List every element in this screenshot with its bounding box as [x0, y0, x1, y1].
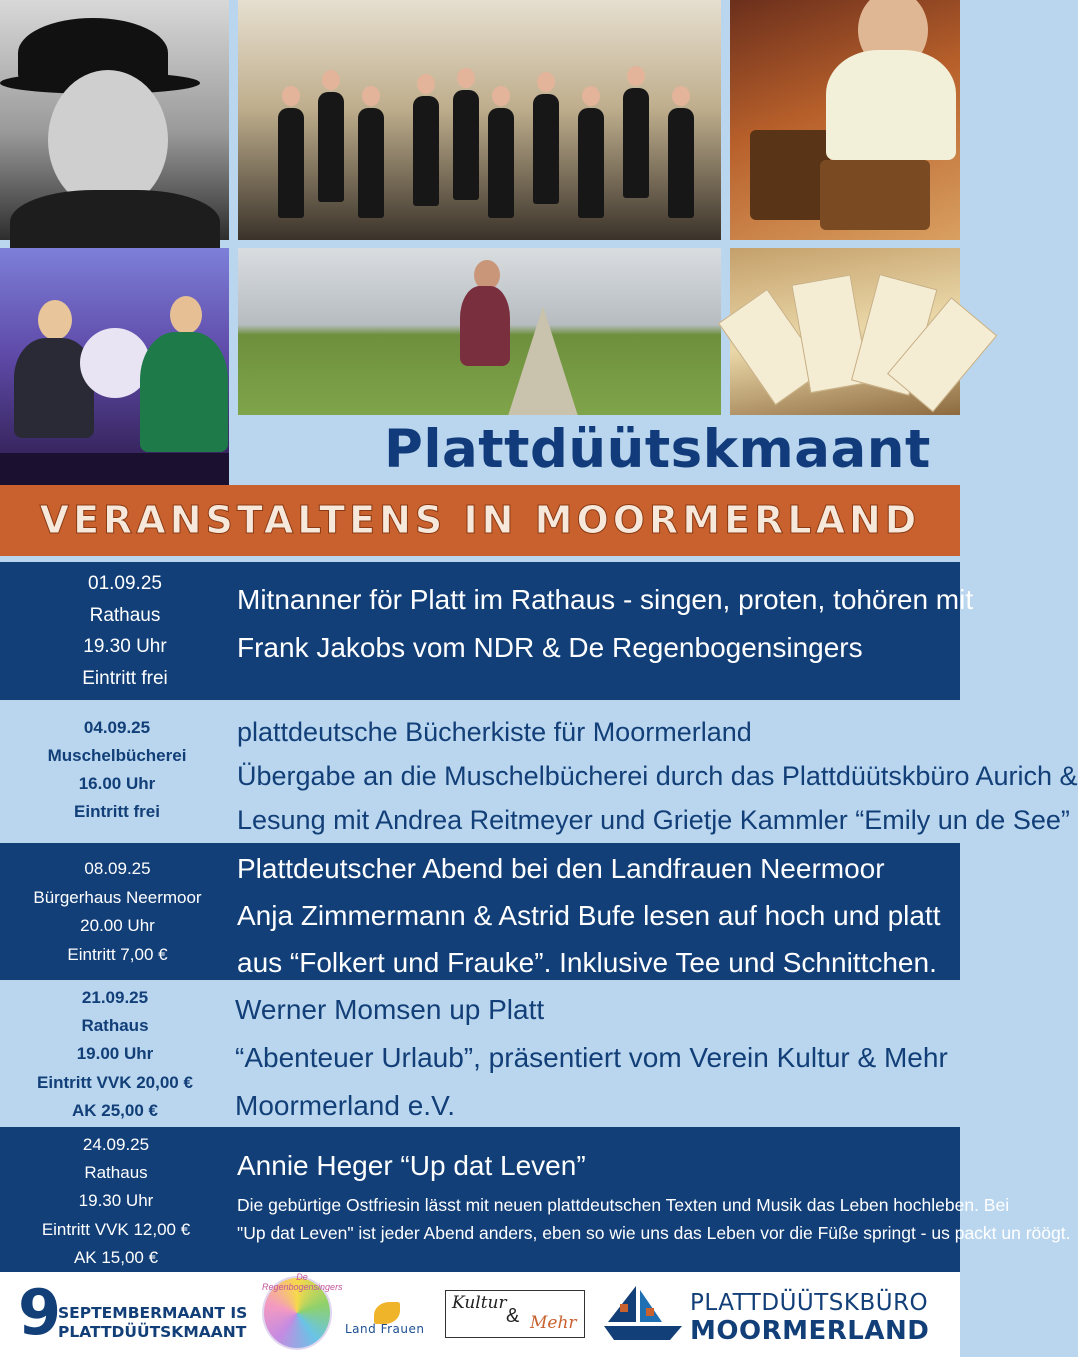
event-date: 21.09.25	[81, 988, 149, 1007]
event-line: Mitnanner för Platt im Rathaus - singen, proten, tohören mit	[237, 584, 974, 615]
event-headline: Annie Heger “Up dat Leven”	[237, 1150, 586, 1181]
event-row	[0, 980, 960, 1127]
bureau-wordmark: PLATTDÜÜTSKBÜRO	[690, 1290, 929, 1316]
suitcase-shape	[820, 160, 930, 230]
stage-floor-shape	[0, 453, 229, 485]
event-location: Rathaus	[81, 1016, 149, 1036]
reader-head-shape	[38, 300, 72, 340]
event-date: 08.09.25	[84, 859, 151, 878]
suitcase-shape	[750, 130, 830, 220]
event-price-door: AK 25,00 €	[72, 1100, 158, 1120]
event-time: 19.00 Uhr	[76, 1044, 154, 1064]
event-description	[237, 845, 941, 986]
page-title: Plattdüütskmaant	[384, 419, 931, 480]
landfrauen-logo: Land Frauen	[345, 1322, 425, 1336]
event-details	[30, 984, 200, 1125]
photo-performer-portrait	[0, 0, 229, 240]
event-time: 16.00 Uhr	[78, 774, 156, 793]
event-description	[237, 1141, 1070, 1247]
puppet-shirt-shape	[826, 50, 956, 160]
path-shape	[508, 306, 578, 416]
photo-choir-group	[238, 0, 721, 240]
event-time: 19.30 Uhr	[83, 636, 167, 657]
event-price-presale: Eintritt VVK 12,00 €	[41, 1219, 191, 1239]
page-subtitle: VERANSTALTENS IN MOORMERLAND	[39, 498, 921, 542]
claim-line: PLATTDÜÜTSKMAANT	[58, 1323, 247, 1341]
event-details	[40, 568, 210, 694]
photo-open-book	[730, 248, 960, 415]
event-details	[30, 1131, 202, 1272]
event-location: Rathaus	[89, 604, 161, 626]
event-location: Bürgerhaus Neermoor	[33, 887, 202, 907]
kultur-wordmark: Kultur	[452, 1293, 507, 1313]
event-line: plattdeutsche Bücherkiste für Moormerland	[237, 717, 752, 747]
mehr-wordmark: Mehr	[530, 1313, 577, 1333]
event-time: 19.30 Uhr	[78, 1191, 154, 1211]
claim-line: SEPTEMBERMAANT IS	[58, 1304, 248, 1322]
event-price-presale: Eintritt VVK 20,00 €	[37, 1072, 193, 1092]
landfrauen-leaf-icon	[374, 1302, 400, 1324]
event-line: “Abenteuer Urlaub”, präsentiert vom Verein Kultur & Mehr	[235, 1042, 948, 1073]
kultur-ampersand: &	[506, 1305, 520, 1327]
dancer-body-shape	[460, 286, 510, 366]
event-location: Muschelbücherei	[47, 746, 187, 765]
event-row	[0, 1127, 1071, 1272]
regenbogensingers-label: De Regenbogensingers	[262, 1272, 343, 1292]
reader-head-shape	[170, 296, 202, 334]
event-description	[237, 576, 973, 672]
event-line: Werner Momsen up Platt	[235, 994, 545, 1025]
photo-dancer-on-dyke	[238, 248, 721, 415]
event-price: Eintritt frei	[74, 802, 160, 821]
event-line: "Up dat Leven" ist jeder Abend anders, eben so wie uns das Leben vor die Füße springt - us packt un röögt.	[237, 1223, 1071, 1243]
event-line: Die gebürtige Ostfriesin lässt mit neuen plattdeutschen Texten und Musik das Leben hochleben. Bei	[237, 1195, 1010, 1215]
event-description	[235, 986, 948, 1130]
event-time: 20.00 Uhr	[80, 916, 155, 935]
kultur-und-mehr-logo	[445, 1290, 585, 1338]
bureau-location: MOORMERLAND	[690, 1316, 930, 1346]
event-description	[237, 710, 1078, 842]
event-date: 04.09.25	[83, 718, 151, 737]
reader-dress-shape	[140, 332, 228, 452]
event-date: 24.09.25	[82, 1135, 150, 1154]
photo-puppet-on-suitcases	[730, 0, 960, 240]
event-row	[0, 562, 974, 700]
face-shape	[48, 70, 168, 210]
event-line: Übergabe an die Muschelbücherei durch das Plattdüütskbüro Aurich &	[237, 761, 1078, 791]
event-row	[0, 700, 1078, 843]
event-line: Moormerland e.V.	[235, 1090, 455, 1121]
event-date: 01.09.25	[88, 573, 162, 594]
september-nine-logo: 9	[18, 1276, 62, 1349]
event-row	[0, 843, 960, 980]
event-price: Eintritt frei	[82, 667, 168, 689]
september-claim	[58, 1304, 247, 1342]
event-line: Anja Zimmermann & Astrid Bufe lesen auf hoch und platt	[237, 900, 941, 931]
footer-logos	[0, 1272, 960, 1357]
event-line: Plattdeutscher Abend bei den Landfrauen Neermoor	[237, 853, 885, 884]
event-price-door: AK 15,00 €	[73, 1247, 159, 1267]
event-details	[32, 714, 202, 826]
event-line: aus “Folkert und Frauke”. Inklusive Tee und Schnittchen.	[237, 947, 937, 978]
event-line: Frank Jakobs vom NDR & De Regenbogensingers	[237, 632, 863, 663]
event-details	[30, 855, 205, 969]
event-location: Rathaus	[84, 1163, 148, 1183]
event-line: Lesung mit Andrea Reitmeyer und Grietje Kammler “Emily un de See”	[237, 805, 1070, 835]
photo-reading-stage	[0, 248, 229, 485]
event-price: Eintritt 7,00 €	[67, 944, 168, 964]
plattduutskburo-logo	[690, 1290, 929, 1346]
sailboat-icon	[600, 1282, 686, 1346]
